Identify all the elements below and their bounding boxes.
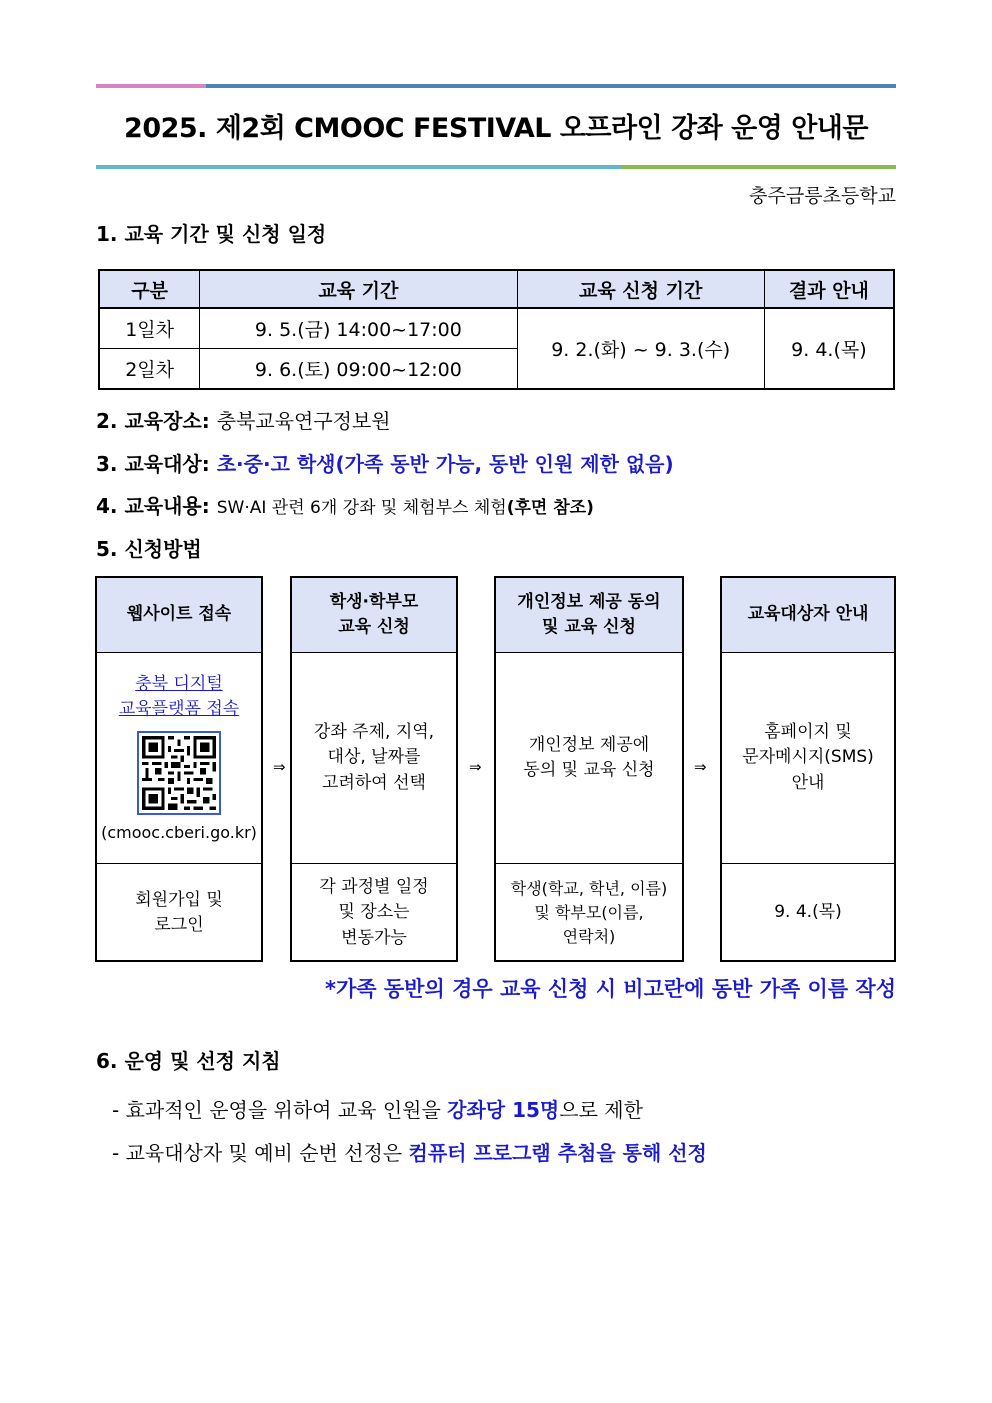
section4-suffix: (후면 참조) <box>506 498 594 518</box>
row2-period: 9. 6.(토) 09:00~12:00 <box>200 349 517 390</box>
platform-link-line1[interactable]: 충북 디지털 <box>135 673 223 694</box>
bottom-bar-green <box>622 165 896 169</box>
step-website <box>95 576 263 962</box>
step-student-apply <box>290 576 458 962</box>
section3-label: 3. 교육대상: <box>96 452 210 476</box>
rule1-text: - 효과적인 운영을 위하여 교육 인원을 <box>112 1098 448 1122</box>
top-bar-blue <box>206 84 896 88</box>
schedule-table <box>98 269 895 390</box>
section4-value: SW·AI 관련 6개 강좌 및 체험부스 체험 <box>216 498 507 518</box>
step1-title: 웹사이트 접속 <box>97 578 261 653</box>
step1-body <box>97 653 261 864</box>
step2-title: 학생·학부모 교육 신청 <box>292 578 456 653</box>
top-bar-pink <box>96 84 206 88</box>
col-header-period: 교육 기간 <box>200 270 517 308</box>
section2 <box>96 405 391 434</box>
col-header-result: 결과 안내 <box>764 270 894 308</box>
step4-body: 홈페이지 및 문자메시지(SMS) 안내 <box>722 653 894 864</box>
step-privacy-consent <box>494 576 684 962</box>
school-name: 충주금릉초등학교 <box>749 185 896 207</box>
family-note: *가족 동반의 경우 교육 신청 시 비고란에 동반 가족 이름 작성 <box>325 977 896 1001</box>
row1-period: 9. 5.(금) 14:00~17:00 <box>200 308 517 349</box>
qr-code-icon[interactable] <box>137 731 221 815</box>
rule-1 <box>112 1094 643 1123</box>
step2-footer: 각 과정별 일정 및 장소는 변동가능 <box>319 876 429 948</box>
col-header-division: 구분 <box>99 270 200 308</box>
apply-period-cell: 9. 2.(화) ~ 9. 3.(수) <box>517 308 764 389</box>
rule2-text: - 교육대상자 및 예비 순번 선정은 <box>112 1141 409 1165</box>
row1-label: 1일차 <box>99 308 200 349</box>
step3-title: 개인정보 제공 동의 및 교육 신청 <box>496 578 682 653</box>
rule1-highlight: 강좌당 15명 <box>447 1098 560 1122</box>
section6-heading: 6. 운영 및 선정 지침 <box>96 1049 281 1073</box>
table-row <box>99 308 894 349</box>
section2-label: 2. 교육장소: <box>96 409 210 433</box>
section3-value: 초·중·고 학생(가족 동반 가능, 동반 인원 제한 없음) <box>216 452 674 476</box>
arrow-right-icon: ⇒ <box>694 758 707 776</box>
platform-link-line2[interactable]: 교육플랫폼 접속 <box>118 699 240 719</box>
step3-footer: 학생(학교, 학년, 이름) 및 학부모(이름, 연락처) <box>510 879 668 946</box>
section4 <box>96 490 594 519</box>
section1-heading: 1. 교육 기간 및 신청 일정 <box>96 222 327 246</box>
step3-body: 개인정보 제공에 동의 및 교육 신청 <box>496 653 682 864</box>
platform-url: (cmooc.cberi.go.kr) <box>101 822 257 842</box>
result-cell: 9. 4.(목) <box>764 308 894 389</box>
step4-footer: 9. 4.(목) <box>774 902 842 923</box>
section3 <box>96 448 674 477</box>
row2-label: 2일차 <box>99 349 200 390</box>
rule2-highlight: 컴퓨터 프로그램 추첨을 통해 선정 <box>408 1141 707 1165</box>
step1-footer: 회원가입 및 로그인 <box>135 889 223 935</box>
rule1-suffix: 으로 제한 <box>559 1098 643 1122</box>
col-header-apply-period: 교육 신청 기간 <box>517 270 764 308</box>
section2-value: 충북교육연구정보원 <box>216 409 391 433</box>
step2-body: 강좌 주제, 지역, 대상, 날짜를 고려하여 선택 <box>292 653 456 864</box>
step-notification <box>720 576 896 962</box>
section5-heading: 5. 신청방법 <box>96 537 202 561</box>
bottom-bar-teal <box>96 165 622 169</box>
rule-2 <box>112 1137 707 1166</box>
arrow-right-icon: ⇒ <box>273 758 286 776</box>
arrow-right-icon: ⇒ <box>469 758 482 776</box>
step4-title: 교육대상자 안내 <box>722 578 894 653</box>
page-title: 2025. 제2회 CMOOC FESTIVAL 오프라인 강좌 운영 안내문 <box>124 113 868 144</box>
section4-label: 4. 교육내용: <box>96 494 210 518</box>
